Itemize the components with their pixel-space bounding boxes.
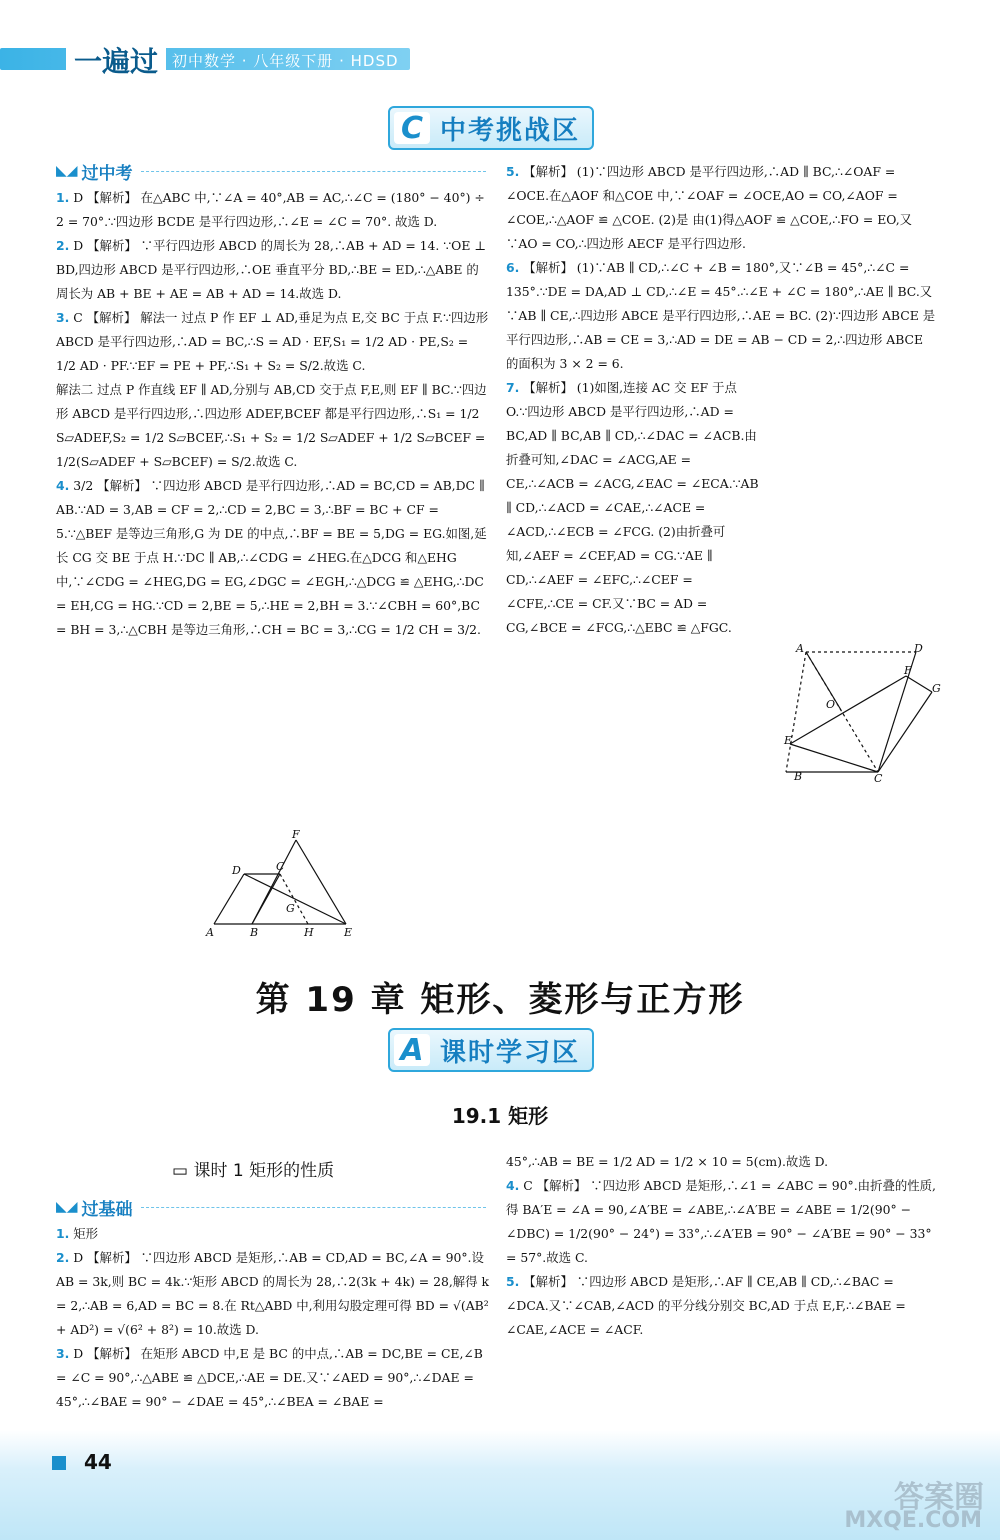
- label-o: O: [826, 698, 836, 711]
- label-b: B: [794, 770, 803, 783]
- bottom-left-column: [56, 1222, 490, 1414]
- list-item: 4. 3/2 【解析】 ∵四边形 ABCD 是平行四边形,∴AD = BC,CD = AB,DC ∥ AB.∵AD = 3,AB = CF = 2,∴CD = 2,BC = 3,∴BF = BC + CF = 5.∵△BEF 是等边三角形,G 为 DE 的中点,∴BF = BE = 5,DG = EG.如图,延长 CG 交 BE 于点 H.∵DC ∥ AB,∴∠CDG = ∠HEG.在△DCG 和△EHG 中,∵∠CDG = ∠HEG,DG = EG,∠DGC = ∠EGH,∴△DCG ≌ △EHG,∴DC = EH,CG = HG.∵CD = 2,BE = 5,∴HE = 2,BH = 3.∵∠CBH = 60°,BC = BH = 3,∴△CBH 是等边三角形,∴CH = BC = 3,∴CG = 1/2 CH = 3/2.: [56, 478, 487, 637]
- label-g: G: [286, 902, 295, 915]
- brand-logo: 一遍过: [66, 40, 166, 80]
- list-item: 2. D 【解析】 ∵平行四边形 ABCD 的周长为 28,∴AB + AD = 14. ∵OE ⊥ BD,四边形 ABCD 是平行四边形,∴OE 垂直平分 BD,∴BE = ED,∴△ABE 的周长为 AB + BE + AE = AB + AD = 14.故选 D.: [56, 238, 486, 301]
- label-e: E: [784, 734, 793, 747]
- list-item: 1. 矩形: [56, 1226, 99, 1241]
- label-d: D: [232, 864, 241, 877]
- chapter-title: 第 19 章 矩形、菱形与正方形: [255, 980, 745, 1020]
- list-item: 7. 【解析】 (1)如图,连接 AC 交 EF 于点 O.∵四边形 ABCD 是平行四边形,∴AD = BC,AD ∥ BC,AB ∥ CD,∴∠DAC = ∠ACB.由折叠可知,∠DAC = ∠ACG,AE = CE,∴∠ACB = ∠ACG,∠EAC = ∠ECA.∵AB ∥ CD,∴∠ACD = ∠CAE,∴∠ACE = ∠ACD,∴∠ECB = ∠FCG. (2)由折叠可知,∠AEF = ∠CEF,AD = CG.∵AE ∥ CD,∴∠AEF = ∠EFC,∴∠CEF = ∠CFE,∴CE = CF.又∵BC = AD = CG,∠BCE = ∠FCG,∴△EBC ≌ △FGC.: [506, 380, 759, 635]
- banner-title: 中考挑战区: [440, 115, 581, 146]
- watermark-url: MXQE.COM: [844, 1508, 982, 1533]
- list-item: 3. C 【解析】 解法一 过点 P 作 EF ⊥ AD,垂足为点 E,交 BC 于点 F.∵四边形 ABCD 是平行四边形,∴AD = BC,∴S = AD · EF,S₁ = 1/2 AD · PE,S₂ = 1/2 AD · PF.∵EF = PE + PF,∴S₁ + S₂ = S/2.故选 C.: [56, 310, 489, 373]
- label-h: H: [304, 926, 314, 939]
- page-marker-icon: [52, 1456, 66, 1470]
- label-a: A: [796, 642, 804, 655]
- list-item: 45°,∴AB = BE = 1/2 AD = 1/2 × 10 = 5(cm).故选 D.: [506, 1154, 829, 1169]
- section-title: 19.1 矩形: [451, 1104, 549, 1128]
- label-c: C: [276, 860, 285, 873]
- banner-c: [388, 106, 594, 150]
- section-head-jichu: [56, 1196, 486, 1218]
- section-divider: [141, 1207, 486, 1208]
- header: [0, 40, 420, 76]
- label-e: E: [344, 926, 353, 939]
- label-g: G: [932, 682, 941, 695]
- list-item: 5. 【解析】 ∵四边形 ABCD 是矩形,∴AF ∥ CE,AB ∥ CD,∴∠BAC = ∠DCA.又∵∠CAB,∠ACD 的平分线分别交 BC,AD 于点 E,F,∴∠BAE = ∠CAE,∠ACE = ∠ACF.: [506, 1274, 906, 1337]
- banner-letter: A: [394, 1034, 430, 1066]
- bottom-right-column: [506, 1150, 936, 1342]
- watermark: 答案圈: [894, 1480, 984, 1515]
- section-head-zhongkao: [56, 160, 486, 182]
- list-item: 2. D 【解析】 ∵四边形 ABCD 是矩形,∴AB = CD,AD = BC,∠A = 90°.设 AB = 3k,则 BC = 4k.∵矩形 ABCD 的周长为 28,∴2(3k + 4k) = 28,解得 k = 2,∴AB = 6,AD = BC = 8.在 Rt△ABD 中,利用勾股定理可得 BD = √(AB² + AD²) = √(6² + 8²) = 10.故选 D.: [56, 1250, 490, 1337]
- section-divider: [141, 171, 486, 172]
- label-d: D: [914, 642, 923, 655]
- label-f: F: [904, 664, 912, 677]
- lesson-title: ▭ 课时 1 矩形的性质: [172, 1161, 335, 1181]
- label-a: A: [206, 926, 214, 939]
- label-b: B: [250, 926, 259, 939]
- label-f: F: [292, 828, 300, 841]
- list-item: 6. 【解析】 (1)∵AB ∥ CD,∴∠C + ∠B = 180°,又∵∠B = 45°,∴∠C = 135°.∵DE = DA,AD ⊥ CD,∴∠E = 45°.∴∠E + ∠C = 180°,∴AE ∥ BC.又∵AB ∥ CE,∴四边形 ABCE 是平行四边形,∴AE = BC. (2)∵四边形 ABCE 是平行四边形,∴AB = CE = 3,∴AD = DE = AB − CD = 2,∴四边形 ABCE 的面积为 3 × 2 = 6.: [506, 260, 936, 371]
- list-item: 4. C 【解析】 ∵四边形 ABCD 是矩形,∴∠1 = ∠ABC = 90°.由折叠的性质,得 BA′E = ∠A = 90,∠A′BE = ∠ABE,∴∠A′BE = ∠ABE = 1/2(90° − ∠DBC) = 1/2(90° − 24°) = 33°,∴∠A′EB = 90° − ∠A′BE = 90° − 33° = 57°.故选 C.: [506, 1178, 936, 1265]
- list-item: 1. D 【解析】 在△ABC 中,∵∠A = 40°,AB = AC,∴∠C = (180° − 40°) ÷ 2 = 70°.∵四边形 BCDE 是平行四边形,∴∠E = ∠C = 70°. 故选 D.: [56, 190, 485, 229]
- figure-parallelogram: [786, 640, 946, 785]
- section-title: 过中考: [81, 163, 133, 184]
- lesson-icon: ▭: [172, 1161, 189, 1181]
- section-icon: ◣◢: [56, 1199, 78, 1215]
- page-number: 44: [84, 1450, 112, 1474]
- list-item: 3. D 【解析】 在矩形 ABCD 中,E 是 BC 的中点,∴AB = DC,BE = CE,∠B = ∠C = 90°,∴△ABE ≌ △DCE,∴AE = DE.又∵∠AED = 90°,∴∠DAE = 45°,∴∠BAE = 90° − ∠DAE = 45°,∴∠BEA = ∠BAE =: [56, 1346, 483, 1409]
- banner-a: [388, 1028, 594, 1072]
- list-item: 5. 【解析】 (1)∵四边形 ABCD 是平行四边形,∴AD ∥ BC,∴∠OAF = ∠OCE.在△AOF 和△COE 中,∵∠OAF = ∠OCE,AO = CO,∠AOF = ∠COE,∴△AOF ≌ △COE. (2)是 由(1)得△AOF ≌ △COE,∴FO = EO,又∵AO = CO,∴四边形 AECF 是平行四边形.: [506, 164, 913, 251]
- right-column: [506, 160, 936, 640]
- banner-title: 课时学习区: [440, 1037, 581, 1068]
- figure-triangle: [200, 828, 360, 943]
- banner-letter: C: [394, 112, 430, 144]
- list-item: 解法二 过点 P 作直线 EF ∥ AD,分别与 AB,CD 交于点 F,E,则 EF ∥ BC.∵四边形 ABCD 是平行四边形,∴四边形 ADEF,BCEF 都是平行四边形,∴S₁ = 1/2 S▱ADEF,S₂ = 1/2 S▱BCEF,∴S₁ + S₂ = 1/2 S▱ADEF + 1/2 S▱BCEF = 1/2(S▱ADEF + S▱BCEF) = S/2.故选 C.: [56, 382, 487, 469]
- section-icon: ◣◢: [56, 163, 78, 179]
- left-column: [56, 186, 490, 642]
- header-subtitle: 初中数学 · 八年级下册 · HDSD: [172, 52, 399, 70]
- section-title: 过基础: [81, 1199, 133, 1220]
- label-c: C: [874, 772, 883, 785]
